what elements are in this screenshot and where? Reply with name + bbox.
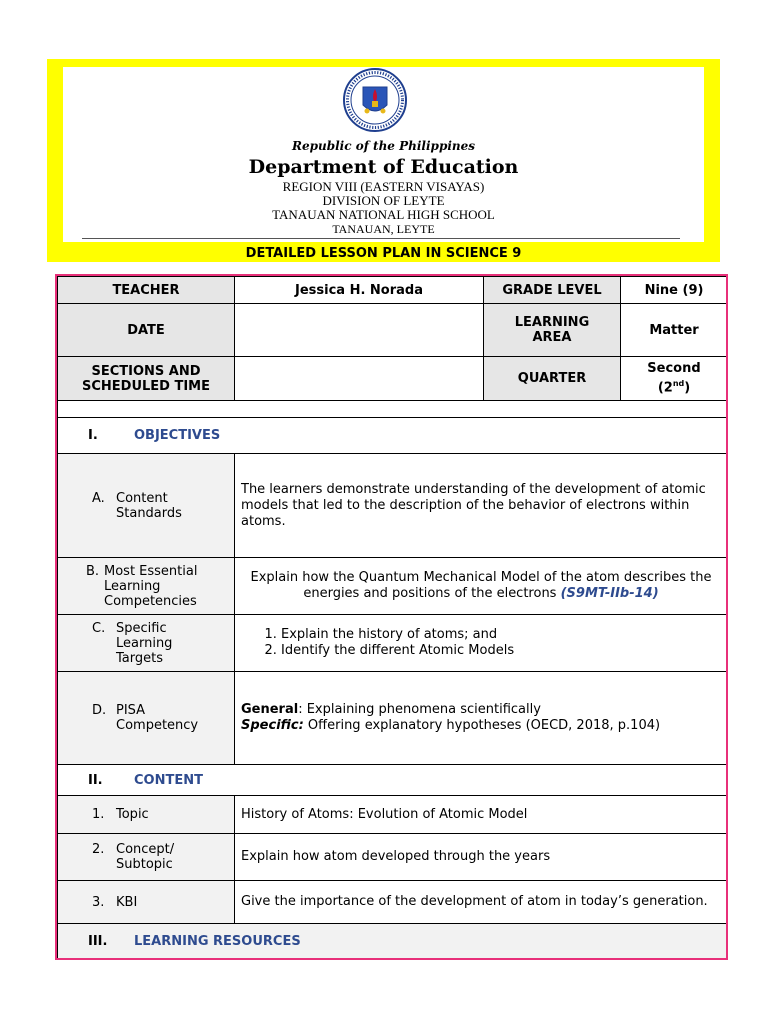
melc-text: Explain how the Quantum Mechanical Model of the atom describes the energies and positions of the electrons (S9MT-IIb-14) (234, 557, 728, 615)
grade-level-value: Nine (9) (620, 276, 728, 304)
content-number: II. (88, 772, 103, 788)
quarter-ordinal: (2nd) (657, 379, 691, 396)
quarter-label: QUARTER (483, 356, 621, 401)
kbi-label: 3. KBI (57, 880, 235, 924)
pisa-label: D. PISA Competency (57, 671, 235, 765)
grade-level-label: GRADE LEVEL (483, 276, 621, 304)
subtopic-text: Explain how atom developed through the years (234, 833, 728, 881)
quarter-word: Second (647, 361, 701, 377)
resources-title: LEARNING RESOURCES (134, 934, 301, 949)
date-value (234, 303, 484, 357)
objectives-number: I. (88, 428, 98, 443)
melc-code: (S9MT-IIb-14) (560, 586, 659, 601)
header-divider (82, 238, 680, 239)
melc-label: B. Most Essential Learning Competencies (57, 557, 235, 615)
teacher-label: TEACHER (57, 276, 235, 304)
subtopic-label: 2. Concept/ Subtopic (57, 833, 235, 881)
learning-area-label: LEARNING AREA (483, 303, 621, 357)
learning-area-value: Matter (620, 303, 728, 357)
town-line: TANAUAN, LEYTE (332, 222, 435, 236)
target-item: 1. Explain the history of atoms; and (281, 627, 514, 643)
resources-number: III. (88, 934, 108, 949)
kbi-text: Give the importance of the development of atom in today’s generation. (234, 880, 728, 924)
objectives-title: OBJECTIVES (134, 428, 221, 443)
content-standards-text: The learners demonstrate understanding of the development of atomic models that led to the description of the behavior of electrons within atoms. (234, 453, 728, 558)
content-standards-label: A. Content Standards (57, 453, 235, 558)
spacer-row (57, 400, 728, 418)
deped-seal-logo (337, 67, 413, 133)
topic-text: History of Atoms: Evolution of Atomic Model (234, 795, 728, 834)
republic-heading: Republic of the Philippines (291, 139, 476, 153)
target-item: 2. Identify the different Atomic Models (281, 643, 514, 659)
resources-section-header (57, 923, 728, 960)
content-title: CONTENT (134, 772, 203, 788)
sections-label: SECTIONS AND SCHEDULED TIME (57, 356, 235, 401)
division-line: DIVISION OF LEYTE (322, 193, 445, 208)
quarter-value (620, 356, 728, 401)
sections-value (234, 356, 484, 401)
department-heading: Department of Education (248, 156, 519, 178)
lesson-plan-table (55, 274, 728, 960)
content-section-header (57, 764, 728, 796)
specific-targets-list (234, 614, 728, 672)
specific-targets-label: C. Specific Learning Targets (57, 614, 235, 672)
school-line: TANAUAN NATIONAL HIGH SCHOOL (272, 207, 495, 222)
pisa-text: General: Explaining phenomena scientifically Specific: Offering explanatory hypotheses (OECD, 2018, p.104) (234, 671, 728, 765)
pisa-general-label: General (241, 702, 299, 717)
teacher-value: Jessica H. Norada (234, 276, 484, 304)
objectives-section-header (57, 417, 728, 454)
pisa-specific-label: Specific: (241, 718, 304, 733)
date-label: DATE (57, 303, 235, 357)
plan-title: DETAILED LESSON PLAN IN SCIENCE 9 (245, 246, 522, 261)
region-line: REGION VIII (EASTERN VISAYAS) (282, 179, 485, 194)
topic-label: 1. Topic (57, 795, 235, 834)
